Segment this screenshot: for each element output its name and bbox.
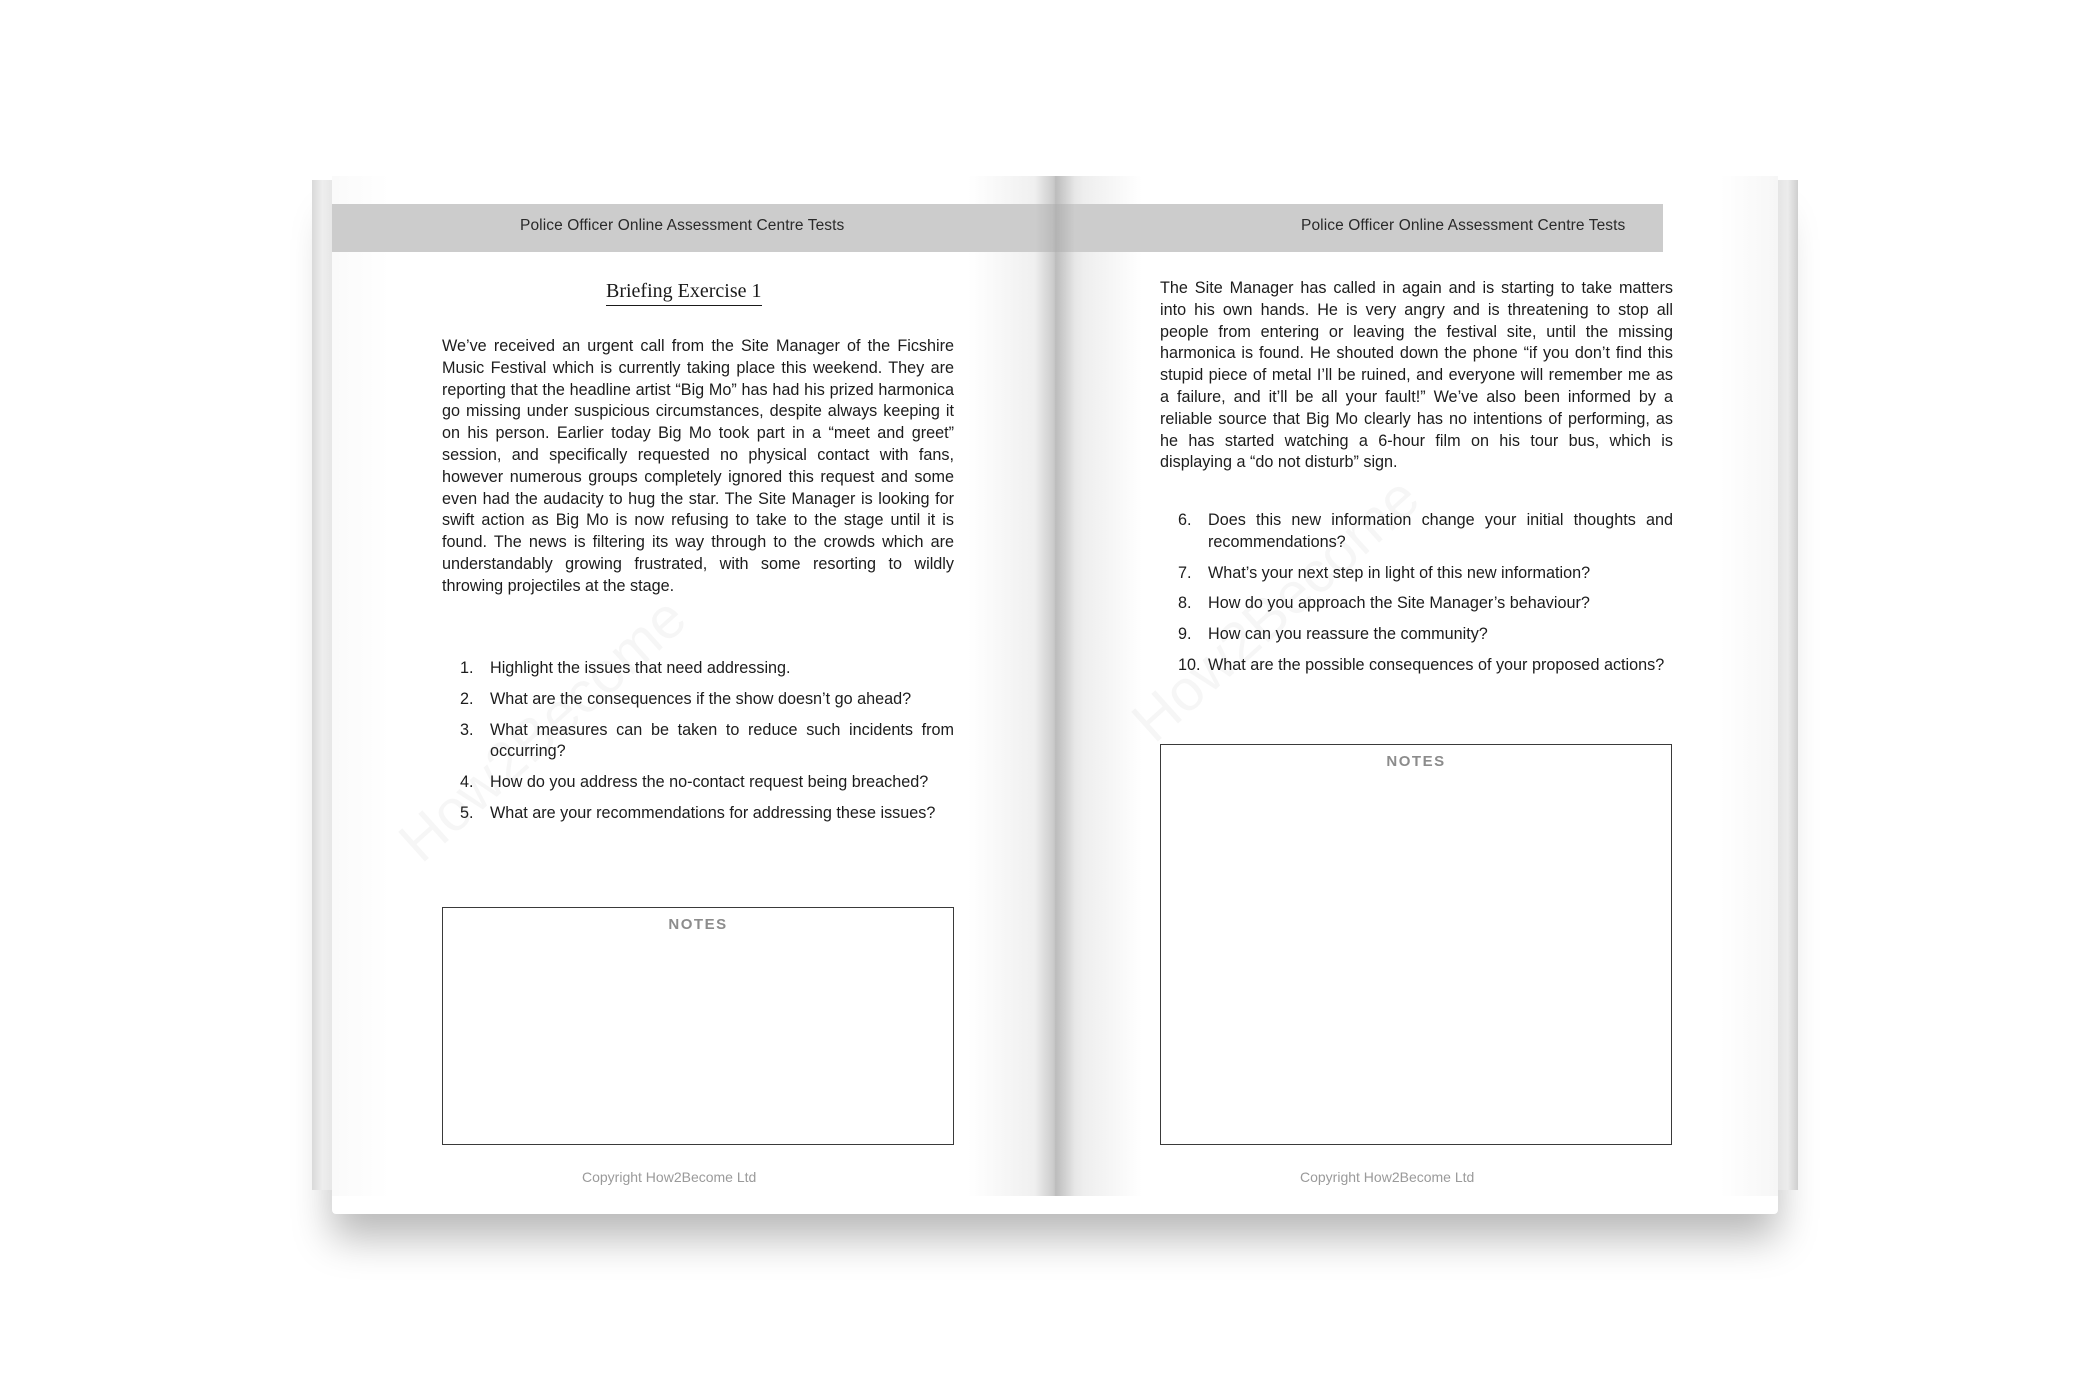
question-number: 3. (460, 720, 474, 739)
right-paragraph-block (1160, 278, 1673, 474)
question-text: How do you address the no-contact request being breached? (490, 773, 929, 792)
footer-copyright: Copyright How2Become Ltd (1300, 1169, 1475, 1185)
scenario-update-paragraph: The Site Manager has called in again and is starting to take matters into his own hands. He is very angry and is threatening to stop all people from entering or leaving the festival site, until the missing harmonica is found. He shouted down the phone “if you don’t find this stupid piece of metal I’ll be ruined, and everyone will remember me as a failure, and it’ll be all your fault!” We’ve also been informed by a reliable source that Big Mo clearly has no intentions of performing, as he has started watching a 6-hour film on his tour bus, which is displaying a “do not disturb” sign. (1160, 279, 1673, 472)
question-item (1160, 563, 1673, 585)
question-text: Highlight the issues that need addressing. (490, 659, 791, 677)
question-number: 10. (1178, 655, 1201, 674)
running-header (332, 204, 1055, 252)
left-paragraph-block (442, 336, 954, 598)
footer-copyright: Copyright How2Become Ltd (582, 1169, 757, 1185)
book-spine (1035, 176, 1075, 1196)
question-list (1160, 510, 1673, 677)
question-text: What are your recommendations for addressing these issues? (490, 803, 936, 822)
question-number: 9. (1178, 625, 1192, 644)
question-number: 1. (460, 659, 474, 677)
question-number: 7. (1178, 563, 1192, 582)
question-number: 4. (460, 773, 474, 792)
question-item (442, 720, 954, 764)
question-text: What measures can be taken to reduce such incidents from occurring? (490, 720, 954, 761)
running-header (1055, 204, 1663, 252)
question-text: How can you reassure the community? (1208, 625, 1488, 644)
question-item (442, 772, 954, 794)
left-questions-block (442, 658, 954, 834)
question-text: What are the possible consequences of your proposed actions? (1208, 655, 1665, 674)
left-page (332, 176, 1055, 1196)
question-item (442, 658, 954, 680)
question-text: How do you approach the Site Manager’s behaviour? (1208, 594, 1590, 613)
notes-label: NOTES (668, 916, 728, 933)
question-text: Does this new information change your initial thoughts and recommendations? (1208, 511, 1673, 551)
right-page (1055, 176, 1778, 1196)
notes-box[interactable] (1160, 744, 1672, 1145)
header-text: Police Officer Online Assessment Centre Tests (1301, 217, 1626, 234)
question-number: 8. (1178, 594, 1192, 613)
question-text: What are the consequences if the show doesn’t go ahead? (490, 689, 912, 708)
question-text: What’s your next step in light of this new information? (1208, 563, 1591, 582)
right-questions-block (1160, 510, 1673, 686)
header-text: Police Officer Online Assessment Centre Tests (520, 217, 845, 234)
question-list (442, 658, 954, 825)
question-number: 6. (1178, 511, 1192, 529)
question-item (1160, 510, 1673, 554)
notes-box[interactable] (442, 907, 954, 1145)
open-book (312, 176, 1798, 1196)
question-item (1160, 624, 1673, 646)
question-item (442, 803, 954, 825)
question-number: 2. (460, 689, 474, 708)
exercise-title: Briefing Exercise 1 (606, 280, 762, 306)
notes-label: NOTES (1386, 753, 1446, 770)
question-item (1160, 593, 1673, 615)
question-number: 5. (460, 803, 474, 822)
question-item (1160, 655, 1673, 677)
question-item (442, 689, 954, 711)
scenario-paragraph: We’ve received an urgent call from the Site Manager of the Ficshire Music Festival which is currently taking place this weekend. They are reporting that the headline artist “Big Mo” has had his prized harmonica go missing under suspicious circumstances, despite always keeping it on his person. Earlier today Big Mo took part in a “meet and greet” session, and specifically requested no physical contact with fans, however numerous groups completely ignored this request and some even had the audacity to hug the star. The Site Manager is looking for swift action as Big Mo is now refusing to take to the stage until it is found. The news is filtering its way through to the crowds which are understandably growing frustrated, with some resorting to wildly throwing projectiles at the stage. (442, 337, 954, 595)
